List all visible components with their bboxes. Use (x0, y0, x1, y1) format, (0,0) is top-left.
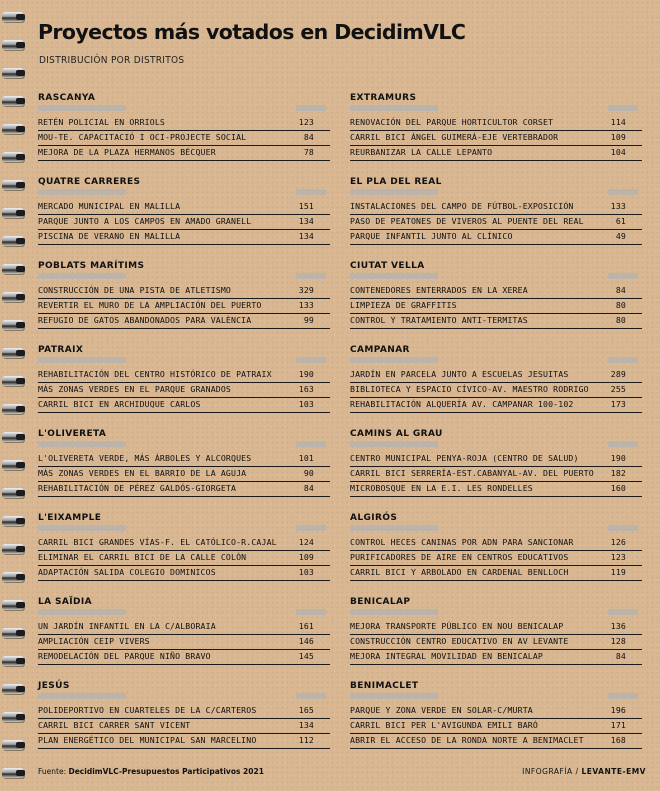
project-name: PISCINA DE VERANO EN MALILLA (38, 231, 181, 241)
header-bars (350, 609, 642, 618)
project-row (350, 467, 642, 482)
project-row (38, 467, 330, 482)
notebook-spiral-binding (0, 0, 28, 791)
page-title: Proyectos más votados en DecidimVLC (38, 20, 466, 44)
project-name: REHABILITACIÓN DEL CENTRO HISTÓRICO DE PATRAIX (38, 369, 272, 379)
page-subtitle: DISTRIBUCIÓN POR DISTRITOS (39, 55, 185, 66)
votes-header-bar (608, 189, 638, 195)
spiral-ring (2, 180, 24, 190)
project-votes: 49 (615, 231, 626, 241)
project-name: PARQUE INFANTIL JUNTO AL CLÍNICO (350, 231, 513, 241)
spiral-ring (2, 404, 24, 414)
header-bars (38, 189, 330, 198)
project-votes: 112 (298, 735, 314, 745)
project-votes: 114 (610, 117, 626, 127)
project-name: MÁS ZONAS VERDES EN EL PARQUE GRANADOS (38, 384, 232, 394)
project-name: CONTROL Y TRATAMIENTO ANTI-TERMITAS (350, 315, 528, 325)
district-name: JESÚS (38, 681, 70, 691)
spiral-ring (2, 656, 24, 666)
project-name: ADAPTACIÓN SALIDA COLEGIO DOMINICOS (38, 567, 216, 577)
district-name: EXTRAMURS (350, 93, 417, 103)
votes-header-bar (608, 441, 638, 447)
project-row (38, 734, 330, 749)
project-votes: 109 (298, 552, 314, 562)
spiral-ring (2, 12, 24, 22)
spiral-ring (2, 292, 24, 302)
project-votes: 61 (615, 216, 626, 226)
spiral-ring (2, 460, 24, 470)
project-row (38, 146, 330, 161)
project-votes: 146 (298, 636, 314, 646)
project-name: MEJORA TRANSPORTE PÚBLICO EN NOU BENICALAP (350, 621, 564, 631)
votes-header-bar (296, 273, 326, 279)
district-name: BENICALAP (350, 597, 411, 607)
district-name: CAMINS AL GRAU (350, 429, 443, 439)
district-block (350, 260, 642, 344)
spiral-ring (2, 544, 24, 554)
project-header-bar (38, 609, 126, 615)
project-name: MERCADO MUNICIPAL EN MALILLA (38, 201, 181, 211)
project-header-bar (38, 357, 126, 363)
project-header-bar (350, 357, 438, 363)
project-row (350, 635, 642, 650)
spiral-ring (2, 236, 24, 246)
spiral-ring (2, 152, 24, 162)
header-bars (38, 525, 330, 534)
project-row (350, 536, 642, 551)
project-name: L'OLIVERETA VERDE, MÁS ÁRBOLES Y ALCORQUES (38, 453, 252, 463)
project-name: PARQUE Y ZONA VERDE EN SOLAR-C/MURTA (350, 705, 533, 715)
project-votes: 134 (298, 720, 314, 730)
project-row (38, 116, 330, 131)
district-block (38, 344, 330, 428)
project-row (38, 230, 330, 245)
project-votes: 133 (298, 300, 314, 310)
project-row (350, 383, 642, 398)
project-votes: 165 (298, 705, 314, 715)
project-name: CARRIL BICI Y ARBOLADO EN CARDENAL BENLLOCH (350, 567, 569, 577)
credit-label: INFOGRAFÍA / (522, 767, 579, 776)
project-row (350, 398, 642, 413)
project-votes: 103 (298, 399, 314, 409)
project-votes: 136 (610, 621, 626, 631)
project-header-bar (350, 441, 438, 447)
header-bars (350, 189, 642, 198)
project-row (38, 200, 330, 215)
project-row (350, 200, 642, 215)
spiral-ring (2, 628, 24, 638)
project-row (38, 482, 330, 497)
project-row (350, 230, 642, 245)
project-name: PASO DE PEATONES DE VIVEROS AL PUENTE DEL REAL (350, 216, 584, 226)
project-row (350, 551, 642, 566)
district-name: RASCANYA (38, 93, 96, 103)
project-votes: 289 (610, 369, 626, 379)
project-row (38, 635, 330, 650)
project-row (38, 284, 330, 299)
source-label: Fuente: (38, 767, 67, 776)
votes-header-bar (608, 357, 638, 363)
votes-header-bar (608, 273, 638, 279)
project-name: CARRIL BICI GRANDES VÍAS-F. EL CATÓLICO-R.CAJAL (38, 537, 277, 547)
header-bars (350, 357, 642, 366)
project-votes: 90 (303, 468, 314, 478)
district-block (38, 92, 330, 176)
project-row (350, 116, 642, 131)
project-name: PLAN ENERGÉTICO DEL MUNICIPAL SAN MARCELINO (38, 735, 257, 745)
project-votes: 84 (615, 285, 626, 295)
project-row (350, 566, 642, 581)
header-bars (350, 441, 642, 450)
district-name: PATRAIX (38, 345, 84, 355)
project-name: CARRIL BICI CARRER SANT VICENT (38, 720, 191, 730)
district-name: EL PLA DEL REAL (350, 177, 442, 187)
spiral-ring (2, 572, 24, 582)
project-header-bar (38, 105, 126, 111)
source-footer (38, 767, 264, 776)
project-votes: 104 (610, 147, 626, 157)
project-votes: 173 (610, 399, 626, 409)
project-row (350, 299, 642, 314)
project-row (38, 452, 330, 467)
district-name: QUATRE CARRERES (38, 177, 141, 187)
project-name: CONTENEDORES ENTERRADOS EN LA XEREA (350, 285, 528, 295)
project-name: MEJORA DE LA PLAZA HERMANOS BÉCQUER (38, 147, 216, 157)
project-header-bar (350, 105, 438, 111)
project-votes: 190 (610, 453, 626, 463)
header-bars (38, 105, 330, 114)
spiral-ring (2, 68, 24, 78)
credit-footer (522, 767, 646, 776)
votes-header-bar (608, 609, 638, 615)
district-block (350, 176, 642, 260)
spiral-ring (2, 96, 24, 106)
spiral-ring (2, 488, 24, 498)
project-row (38, 383, 330, 398)
project-row (350, 146, 642, 161)
project-votes: 163 (298, 384, 314, 394)
project-row (350, 368, 642, 383)
project-votes: 78 (303, 147, 314, 157)
project-row (38, 551, 330, 566)
project-row (38, 314, 330, 329)
spiral-ring (2, 320, 24, 330)
header-bars (350, 525, 642, 534)
project-name: MÁS ZONAS VERDES EN EL BARRIO DE LA AGUJA (38, 468, 247, 478)
header-bars (38, 357, 330, 366)
votes-header-bar (608, 105, 638, 111)
project-header-bar (38, 693, 126, 699)
project-header-bar (38, 189, 126, 195)
spiral-ring (2, 740, 24, 750)
project-votes: 161 (298, 621, 314, 631)
project-header-bar (38, 525, 126, 531)
project-votes: 182 (610, 468, 626, 478)
district-name: LA SAÏDIA (38, 597, 93, 607)
votes-header-bar (296, 189, 326, 195)
spiral-ring (2, 712, 24, 722)
project-votes: 84 (615, 651, 626, 661)
spiral-ring (2, 432, 24, 442)
project-name: POLIDEPORTIVO EN CUARTELES DE LA C/CARTEROS (38, 705, 257, 715)
project-name: ELIMINAR EL CARRIL BICI DE LA CALLE COLÓN (38, 552, 247, 562)
district-name: POBLATS MARÍTIMS (38, 261, 145, 271)
header-bars (350, 273, 642, 282)
project-row (38, 368, 330, 383)
project-name: BIBLIOTECA Y ESPACIO CÍVICO-AV. MAESTRO RODRIGO (350, 384, 589, 394)
project-name: MOU-TE. CAPACITACIÓ I OCI-PROJECTE SOCIAL (38, 132, 247, 142)
spiral-ring (2, 600, 24, 610)
project-votes: 171 (610, 720, 626, 730)
votes-header-bar (608, 693, 638, 699)
project-row (350, 215, 642, 230)
project-votes: 151 (298, 201, 314, 211)
district-block (38, 512, 330, 596)
district-block (38, 596, 330, 680)
project-name: CARRIL BICI ÁNGEL GUIMERÁ-EJE VERTEBRADOR (350, 132, 559, 142)
project-name: PARQUE JUNTO A LOS CAMPOS EN AMADO GRANELL (38, 216, 252, 226)
project-votes: 128 (610, 636, 626, 646)
project-name: UN JARDÍN INFANTIL EN LA C/ALBORAIA (38, 621, 216, 631)
project-name: MEJORA INTEGRAL MOVILIDAD EN BENICALAP (350, 651, 544, 661)
project-name: PURIFICADORES DE AIRE EN CENTROS EDUCATIVOS (350, 552, 569, 562)
project-row (350, 704, 642, 719)
project-row (350, 482, 642, 497)
votes-header-bar (296, 693, 326, 699)
votes-header-bar (296, 441, 326, 447)
header-bars (350, 105, 642, 114)
project-name: CARRIL BICI EN ARCHIDUQUE CARLOS (38, 399, 201, 409)
project-votes: 123 (298, 117, 314, 127)
votes-header-bar (296, 609, 326, 615)
project-votes: 101 (298, 453, 314, 463)
project-header-bar (350, 609, 438, 615)
project-name: CENTRO MUNICIPAL PENYA-ROJA (CENTRO DE SALUD) (350, 453, 579, 463)
project-name: REFUGIO DE GATOS ABANDONADOS PARA VALÈNCIA (38, 315, 252, 325)
project-name: MICROBOSQUE EN LA E.I. LES RONDELLES (350, 483, 533, 493)
project-name: ABRIR EL ACCESO DE LA RONDA NORTE A BENIMACLET (350, 735, 584, 745)
district-name: CIUTAT VELLA (350, 261, 425, 271)
left-column (38, 92, 330, 764)
district-block (350, 680, 642, 764)
project-row (350, 131, 642, 146)
project-votes: 80 (615, 315, 626, 325)
project-row (38, 704, 330, 719)
district-block (350, 428, 642, 512)
header-bars (38, 693, 330, 702)
district-name: ALGIRÓS (350, 513, 398, 523)
project-row (350, 650, 642, 665)
project-votes: 134 (298, 216, 314, 226)
district-block (350, 596, 642, 680)
header-bars (38, 441, 330, 450)
source-value: DecidimVLC-Presupuestos Participativos 2021 (68, 767, 264, 776)
project-name: AMPLIACIÓN CEIP VIVERS (38, 636, 150, 646)
project-row (38, 131, 330, 146)
spiral-ring (2, 40, 24, 50)
project-name: JARDÍN EN PARCELA JUNTO A ESCUELAS JESUITAS (350, 369, 569, 379)
header-bars (38, 609, 330, 618)
project-votes: 84 (303, 132, 314, 142)
spiral-ring (2, 684, 24, 694)
project-votes: 99 (303, 315, 314, 325)
project-votes: 103 (298, 567, 314, 577)
project-header-bar (38, 441, 126, 447)
project-votes: 133 (610, 201, 626, 211)
project-name: REHABILITACIÓN DE PÉREZ GALDÓS-GIORGETA (38, 483, 237, 493)
project-row (38, 536, 330, 551)
project-votes: 109 (610, 132, 626, 142)
project-votes: 80 (615, 300, 626, 310)
project-row (350, 734, 642, 749)
district-name: CAMPANAR (350, 345, 410, 355)
spiral-ring (2, 264, 24, 274)
project-row (38, 299, 330, 314)
project-header-bar (350, 273, 438, 279)
project-name: CONTROL HECES CANINAS POR ADN PARA SANCIONAR (350, 537, 574, 547)
project-header-bar (38, 273, 126, 279)
project-name: REURBANIZAR LA CALLE LEPANTO (350, 147, 493, 157)
project-votes: 119 (610, 567, 626, 577)
project-row (38, 398, 330, 413)
district-block (350, 344, 642, 428)
project-row (350, 719, 642, 734)
spiral-ring (2, 208, 24, 218)
spiral-ring (2, 348, 24, 358)
right-column (350, 92, 642, 764)
project-votes: 134 (298, 231, 314, 241)
project-name: CONSTRUCCIÓN CENTRO EDUCATIVO EN AV LEVANTE (350, 636, 569, 646)
project-name: INSTALACIONES DEL CAMPO DE FÚTBOL-EXPOSICIÓN (350, 201, 574, 211)
district-block (38, 428, 330, 512)
project-votes: 124 (298, 537, 314, 547)
project-votes: 329 (298, 285, 314, 295)
spiral-ring (2, 768, 24, 778)
votes-header-bar (608, 525, 638, 531)
project-votes: 145 (298, 651, 314, 661)
project-name: REHABILITACIÓN ALQUERÍA AV. CAMPANAR 100-102 (350, 399, 574, 409)
project-header-bar (350, 189, 438, 195)
district-block (38, 260, 330, 344)
votes-header-bar (296, 525, 326, 531)
project-votes: 190 (298, 369, 314, 379)
project-votes: 255 (610, 384, 626, 394)
project-row (38, 215, 330, 230)
district-block (38, 680, 330, 764)
spiral-ring (2, 376, 24, 386)
district-block (350, 512, 642, 596)
project-name: REVERTIR EL MURO DE LA AMPLIACIÓN DEL PUERTO (38, 300, 262, 310)
project-name: CARRIL BICI SERRERÍA-EST.CABANYAL-AV. DEL PUERTO (350, 468, 594, 478)
district-name: BENIMACLET (350, 681, 419, 691)
header-bars (38, 273, 330, 282)
votes-header-bar (296, 357, 326, 363)
project-row (350, 620, 642, 635)
votes-header-bar (296, 105, 326, 111)
district-name: L'OLIVERETA (38, 429, 107, 439)
project-votes: 126 (610, 537, 626, 547)
project-name: CARRIL BICI PER L'AVIGUNDA EMILI BARÓ (350, 720, 538, 730)
spiral-ring (2, 516, 24, 526)
project-votes: 123 (610, 552, 626, 562)
project-name: CONSTRUCCIÓN DE UNA PISTA DE ATLETISMO (38, 285, 232, 295)
project-row (350, 314, 642, 329)
project-header-bar (350, 525, 438, 531)
project-row (38, 566, 330, 581)
project-votes: 160 (610, 483, 626, 493)
district-block (350, 92, 642, 176)
project-votes: 196 (610, 705, 626, 715)
project-name: LIMPIEZA DE GRAFFITIS (350, 300, 457, 310)
project-votes: 84 (303, 483, 314, 493)
project-row (350, 452, 642, 467)
project-row (350, 284, 642, 299)
project-row (38, 620, 330, 635)
project-header-bar (350, 693, 438, 699)
header-bars (350, 693, 642, 702)
project-votes: 168 (610, 735, 626, 745)
project-row (38, 650, 330, 665)
credit-value: LEVANTE-EMV (581, 767, 646, 776)
project-name: REMODELACIÓN DEL PARQUE NIÑO BRAVO (38, 651, 211, 661)
district-name: L'EIXAMPLE (38, 513, 102, 523)
project-row (38, 719, 330, 734)
project-name: RENOVACIÓN DEL PARQUE HORTICULTOR CORSET (350, 117, 554, 127)
project-name: RETÉN POLICIAL EN ORRIOLS (38, 117, 165, 127)
district-block (38, 176, 330, 260)
spiral-ring (2, 124, 24, 134)
